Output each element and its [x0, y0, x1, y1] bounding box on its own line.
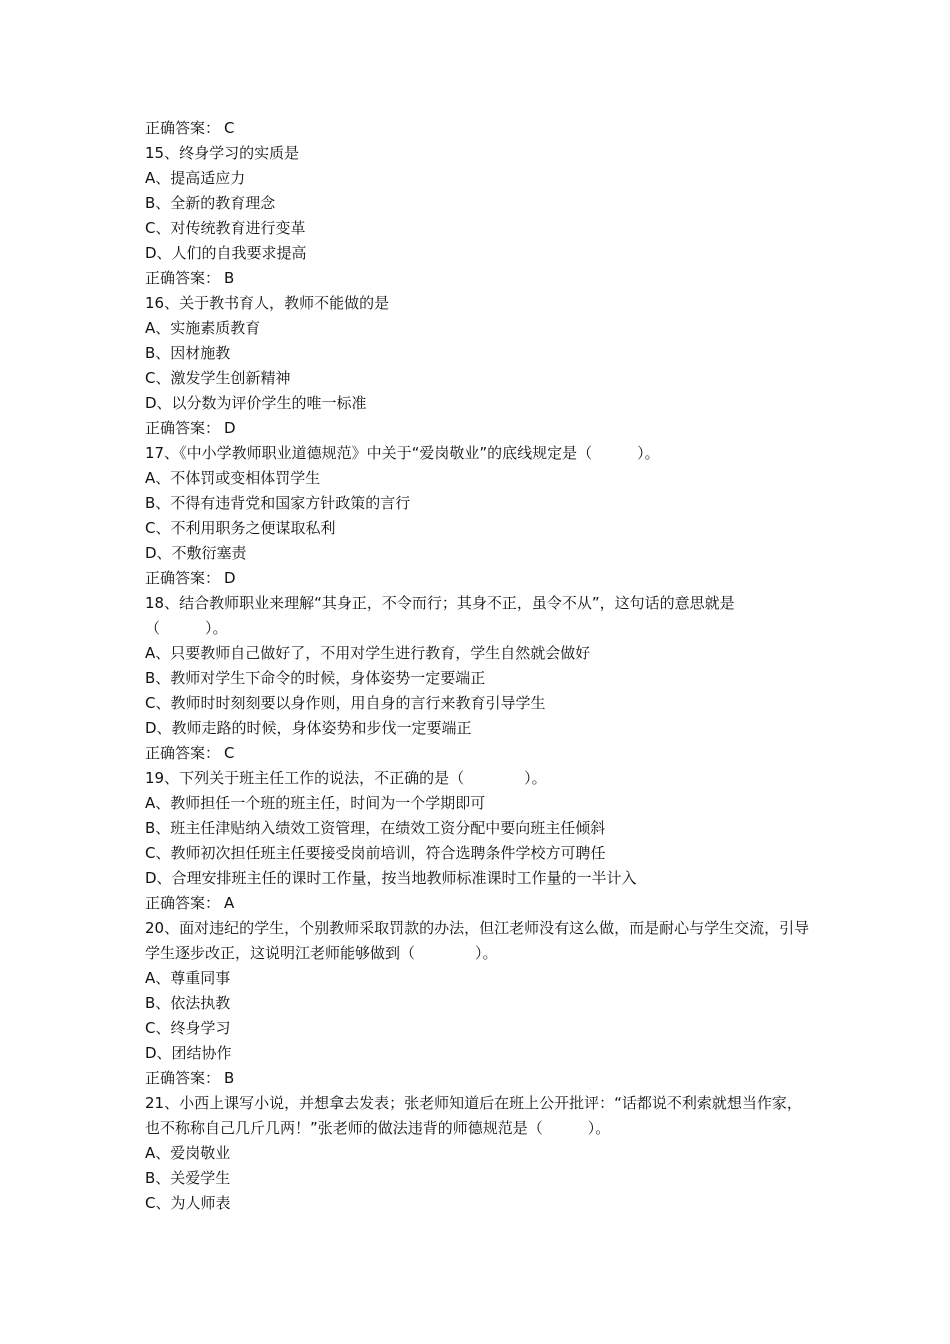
answer-line — [145, 741, 810, 766]
question-list — [145, 116, 810, 1216]
answer-value: A — [224, 894, 235, 912]
option-c: C、不利用职务之便谋取私利 — [145, 519, 336, 537]
option-a: A、教师担任一个班的班主任，时间为一个学期即可 — [145, 794, 486, 812]
option-c: C、激发学生创新精神 — [145, 369, 291, 387]
option-c: C、教师时时刻刻要以身作则，用自身的言行来教育引导学生 — [145, 694, 546, 712]
answer-value: D — [224, 419, 236, 437]
option-c: C、对传统教育进行变革 — [145, 219, 306, 237]
option-a: A、实施素质教育 — [145, 319, 261, 337]
question-stem: 18、结合教师职业来理解“其身正，不令而行；其身不正，虽令不从”，这句话的意思就是（ ）。 — [145, 594, 735, 637]
option-d: D、合理安排班主任的课时工作量，按当地教师标准课时工作量的一半计入 — [145, 869, 637, 887]
answer-label: 正确答案： — [145, 419, 221, 437]
option-a: A、只要教师自己做好了，不用对学生进行教育，学生自然就会做好 — [145, 644, 591, 662]
question-stem: 21、小西上课写小说，并想拿去发表；张老师知道后在班上公开批评：“话都说不利索就想当作家，也不称称自己几斤几两！”张老师的做法违背的师德规范是（ ）。 — [145, 1094, 802, 1137]
answer-label: 正确答案： — [145, 744, 221, 762]
answer-value: B — [224, 1069, 235, 1087]
answer-value: B — [224, 269, 235, 287]
answer-line — [145, 891, 810, 916]
option-b: B、关爱学生 — [145, 1169, 231, 1187]
option-c: C、为人师表 — [145, 1194, 231, 1212]
option-b: B、班主任津贴纳入绩效工资管理，在绩效工资分配中要向班主任倾斜 — [145, 819, 606, 837]
question-stem: 19、下列关于班主任工作的说法，不正确的是（ ）。 — [145, 769, 547, 787]
answer-label: 正确答案： — [145, 569, 221, 587]
option-a: A、尊重同事 — [145, 969, 231, 987]
answer-line — [145, 566, 810, 591]
option-b: B、教师对学生下命令的时候，身体姿势一定要端正 — [145, 669, 486, 687]
answer-label: 正确答案： — [145, 894, 221, 912]
option-a: A、不体罚或变相体罚学生 — [145, 469, 321, 487]
answer-line — [145, 1066, 810, 1091]
question-stem: 16、关于教书育人，教师不能做的是 — [145, 294, 390, 312]
option-a: A、提高适应力 — [145, 169, 246, 187]
option-c: C、终身学习 — [145, 1019, 231, 1037]
answer-line — [145, 116, 810, 141]
question-stem: 15、终身学习的实质是 — [145, 144, 300, 162]
option-b: B、依法执教 — [145, 994, 231, 1012]
option-b: B、全新的教育理念 — [145, 194, 276, 212]
question-stem: 17、《中小学教师职业道德规范》中关于“爱岗敬业”的底线规定是（ ）。 — [145, 444, 660, 462]
option-b: B、不得有违背党和国家方针政策的言行 — [145, 494, 411, 512]
option-d: D、不敷衍塞责 — [145, 544, 247, 562]
answer-value: C — [224, 119, 235, 137]
answer-label: 正确答案： — [145, 119, 221, 137]
answer-line — [145, 266, 810, 291]
option-d: D、教师走路的时候，身体姿势和步伐一定要端正 — [145, 719, 472, 737]
option-d: D、人们的自我要求提高 — [145, 244, 307, 262]
answer-value: C — [224, 744, 235, 762]
answer-label: 正确答案： — [145, 269, 221, 287]
option-a: A、爱岗敬业 — [145, 1144, 231, 1162]
option-d: D、团结协作 — [145, 1044, 232, 1062]
option-c: C、教师初次担任班主任要接受岗前培训，符合选聘条件学校方可聘任 — [145, 844, 606, 862]
question-stem: 20、面对违纪的学生，个别教师采取罚款的办法，但江老师没有这么做，而是耐心与学生交流，引导学生逐步改正，这说明江老师能够做到（ ）。 — [145, 919, 810, 962]
answer-label: 正确答案： — [145, 1069, 221, 1087]
answer-line — [145, 416, 810, 441]
option-b: B、因材施教 — [145, 344, 231, 362]
option-d: D、以分数为评价学生的唯一标准 — [145, 394, 367, 412]
answer-value: D — [224, 569, 236, 587]
